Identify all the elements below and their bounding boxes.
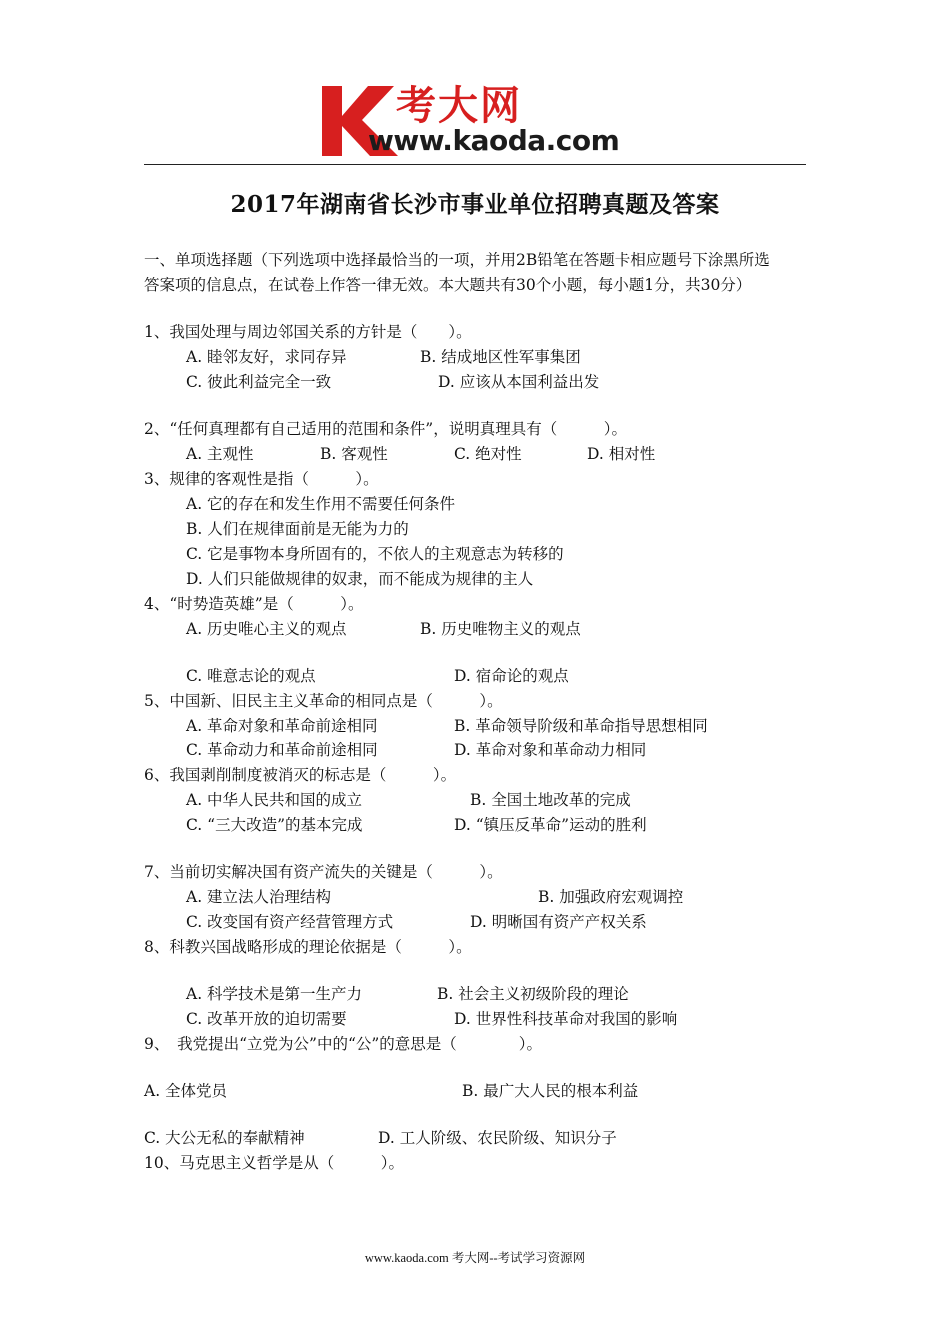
question-option: C. 绝对性	[454, 445, 522, 463]
question-option: D. “镇压反革命”运动的胜利	[454, 816, 647, 834]
question-stem: 1、我国处理与周边邻国关系的方针是（ ）。	[144, 323, 472, 341]
question-option: A. 建立法人治理结构	[186, 888, 332, 906]
logo-url-text: www.kaoda.com	[368, 124, 620, 157]
question-stem: 7、当前切实解决国有资产流失的关键是（ ）。	[144, 863, 503, 881]
question-option: C. 唯意志论的观点	[186, 667, 316, 685]
question-option: D. 工人阶级、农民阶级、知识分子	[378, 1129, 617, 1147]
question-stem: 4、“时势造英雄”是（ ）。	[144, 595, 364, 613]
question-option: B. 客观性	[320, 445, 388, 463]
kaoda-logo	[318, 80, 648, 160]
question-option: C. 大公无私的奉献精神	[144, 1129, 305, 1147]
question-option: C. “三大改造”的基本完成	[186, 816, 363, 834]
question-stem: 8、科教兴国战略形成的理论依据是（ ）。	[144, 938, 472, 956]
question-stem: 5、中国新、旧民主主义革命的相同点是（ ）。	[144, 692, 503, 710]
question-stem: 3、规律的客观性是指（ ）。	[144, 470, 379, 488]
logo-brand-text: 考大网	[396, 83, 522, 129]
question-stem: 2、“任何真理都有自己适用的范围和条件”，说明真理具有（ ）。	[144, 420, 627, 438]
question-stem: 9、 我党提出“立党为公”中的“公”的意思是（ ）。	[144, 1035, 543, 1053]
question-option: A. 主观性	[186, 445, 254, 463]
question-option: B. 全国土地改革的完成	[470, 791, 631, 809]
question-option: D. 明晰国有资产产权关系	[470, 913, 647, 931]
question-option: D. 宿命论的观点	[454, 667, 569, 685]
question-option: B. 革命领导阶级和革命指导思想相同	[454, 717, 708, 735]
question-option: A. 睦邻友好，求同存异	[186, 348, 347, 366]
question-option: A. 全体党员	[144, 1082, 228, 1100]
question-stem: 6、我国剥削制度被消灭的标志是（ ）。	[144, 766, 457, 784]
question-option: D. 人们只能做规律的奴隶，而不能成为规律的主人	[186, 570, 534, 588]
instruction-line: 答案项的信息点，在试卷上作答一律无效。本大题共有30个小题，每小题1分，共30分）	[144, 276, 752, 294]
question-option: A. 它的存在和发生作用不需要任何条件	[186, 495, 456, 513]
question-option: D. 革命对象和革命动力相同	[454, 741, 647, 759]
question-option: B. 结成地区性军事集团	[420, 348, 581, 366]
question-option: B. 人们在规律面前是无能为力的	[186, 520, 409, 538]
header-divider	[144, 164, 806, 165]
question-option: A. 科学技术是第一生产力	[186, 985, 363, 1003]
question-option: C. 革命动力和革命前途相同	[186, 741, 378, 759]
question-option: C. 改变国有资产经营管理方式	[186, 913, 394, 931]
question-option: B. 加强政府宏观调控	[538, 888, 684, 906]
question-option: D. 世界性科技革命对我国的影响	[454, 1010, 678, 1028]
document-title: 2017年湖南省长沙市事业单位招聘真题及答案	[230, 191, 720, 218]
question-option: B. 社会主义初级阶段的理论	[437, 985, 629, 1003]
question-option: C. 彼此利益完全一致	[186, 373, 332, 391]
question-option: A. 中华人民共和国的成立	[186, 791, 363, 809]
instruction-line: 一、单项选择题（下列选项中选择最恰当的一项，并用2B铅笔在答题卡相应题号下涂黑所选	[144, 251, 770, 269]
question-option: B. 最广大人民的根本利益	[462, 1082, 639, 1100]
question-stem: 10、马克思主义哲学是从（ ）。	[144, 1154, 404, 1172]
question-option: B. 历史唯物主义的观点	[420, 620, 581, 638]
question-option: D. 应该从本国利益出发	[438, 373, 600, 391]
question-option: C. 它是事物本身所固有的，不依人的主观意志为转移的	[186, 545, 564, 563]
question-option: D. 相对性	[587, 445, 656, 463]
question-option: A. 历史唯心主义的观点	[186, 620, 347, 638]
page-footer: www.kaoda.com 考大网--考试学习资源网	[364, 1251, 586, 1265]
question-option: A. 革命对象和革命前途相同	[186, 717, 378, 735]
question-option: C. 改革开放的迫切需要	[186, 1010, 347, 1028]
